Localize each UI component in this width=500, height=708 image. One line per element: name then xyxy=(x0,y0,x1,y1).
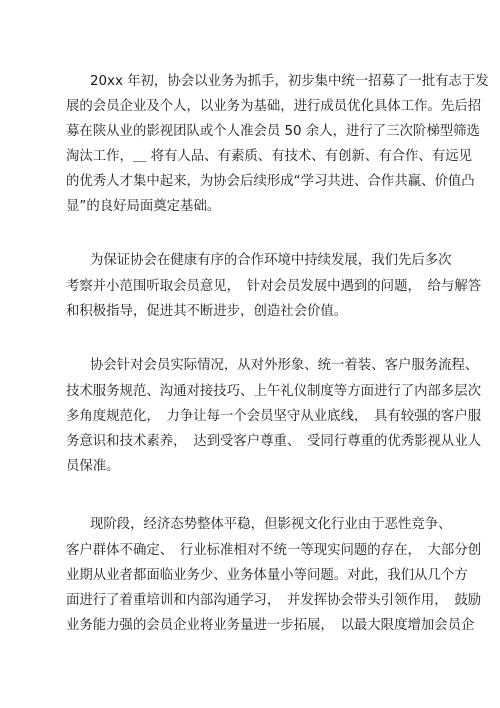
paragraph-line: 淘汰工作，＿ 将有人品、有素质、有技术、有创新、有合作、有远见 xyxy=(66,149,472,164)
paragraph-line: 募在陕从业的影视团队或个人准会员 50 余人，进行了三次阶梯型筛选 xyxy=(66,124,480,139)
paragraph-line: 协会针对会员实际情况，从对外形象、统一着装、客户服务流程、 xyxy=(90,358,479,373)
paragraph-line: 业务能力强的会员企业将业务量进一步拓展， 以最大限度增加会员企 xyxy=(66,618,475,633)
paragraph-line: 为保证协会在健康有序的合作环境中持续发展，我们先后多次 xyxy=(90,253,452,268)
paragraph-line: 现阶段，经济态势整体平稳，但影视文化行业由于恶性竞争、 xyxy=(90,517,452,532)
paragraph-line: 考察并小范围听取会员意见， 针对会员发展中遇到的问题， 给与解答 xyxy=(66,279,482,294)
paragraph-line: 的优秀人才集中起来，为协会后续形成“学习共进、合作共赢、价值凸 xyxy=(66,174,475,189)
paragraph-line: 面进行了着重培训和内部沟通学习， 并发挥协会带头引领作用， 鼓励 xyxy=(66,593,482,608)
paragraph-line: 和积极指导，促进其不断进步，创造社会价值。 xyxy=(66,304,348,319)
paragraph-line: 业期从业者都面临业务少、业务体量小等问题。对此，我们从几个方 xyxy=(66,568,468,583)
paragraph-line: 客户群体不确定、 行业标准相对不统一等现实问题的存在， 大部分创 xyxy=(66,543,482,558)
paragraph-line: 展的会员企业及个人，以业务为基础，进行成员优化具体工作。先后招 xyxy=(66,99,482,114)
paragraph-line: 显”的良好局面奠定基础。 xyxy=(66,199,221,214)
paragraph-line: 20xx 年初，协会以业务为抓手，初步集中统一招募了一批有志于发 xyxy=(90,74,489,89)
paragraph-line: 务意识和技术素养， 达到受客户尊重、 受同行尊重的优秀影视从业人 xyxy=(66,434,482,449)
paragraph-line: 员保准。 xyxy=(66,459,120,474)
paragraph-line: 多角度规范化， 力争让每一个会员坚守从业底线， 具有较强的客户服 xyxy=(66,409,482,424)
paragraph-line: 技术服务规范、沟通对接技巧、上午礼仪制度等方面进行了内部多层次 xyxy=(66,384,482,399)
